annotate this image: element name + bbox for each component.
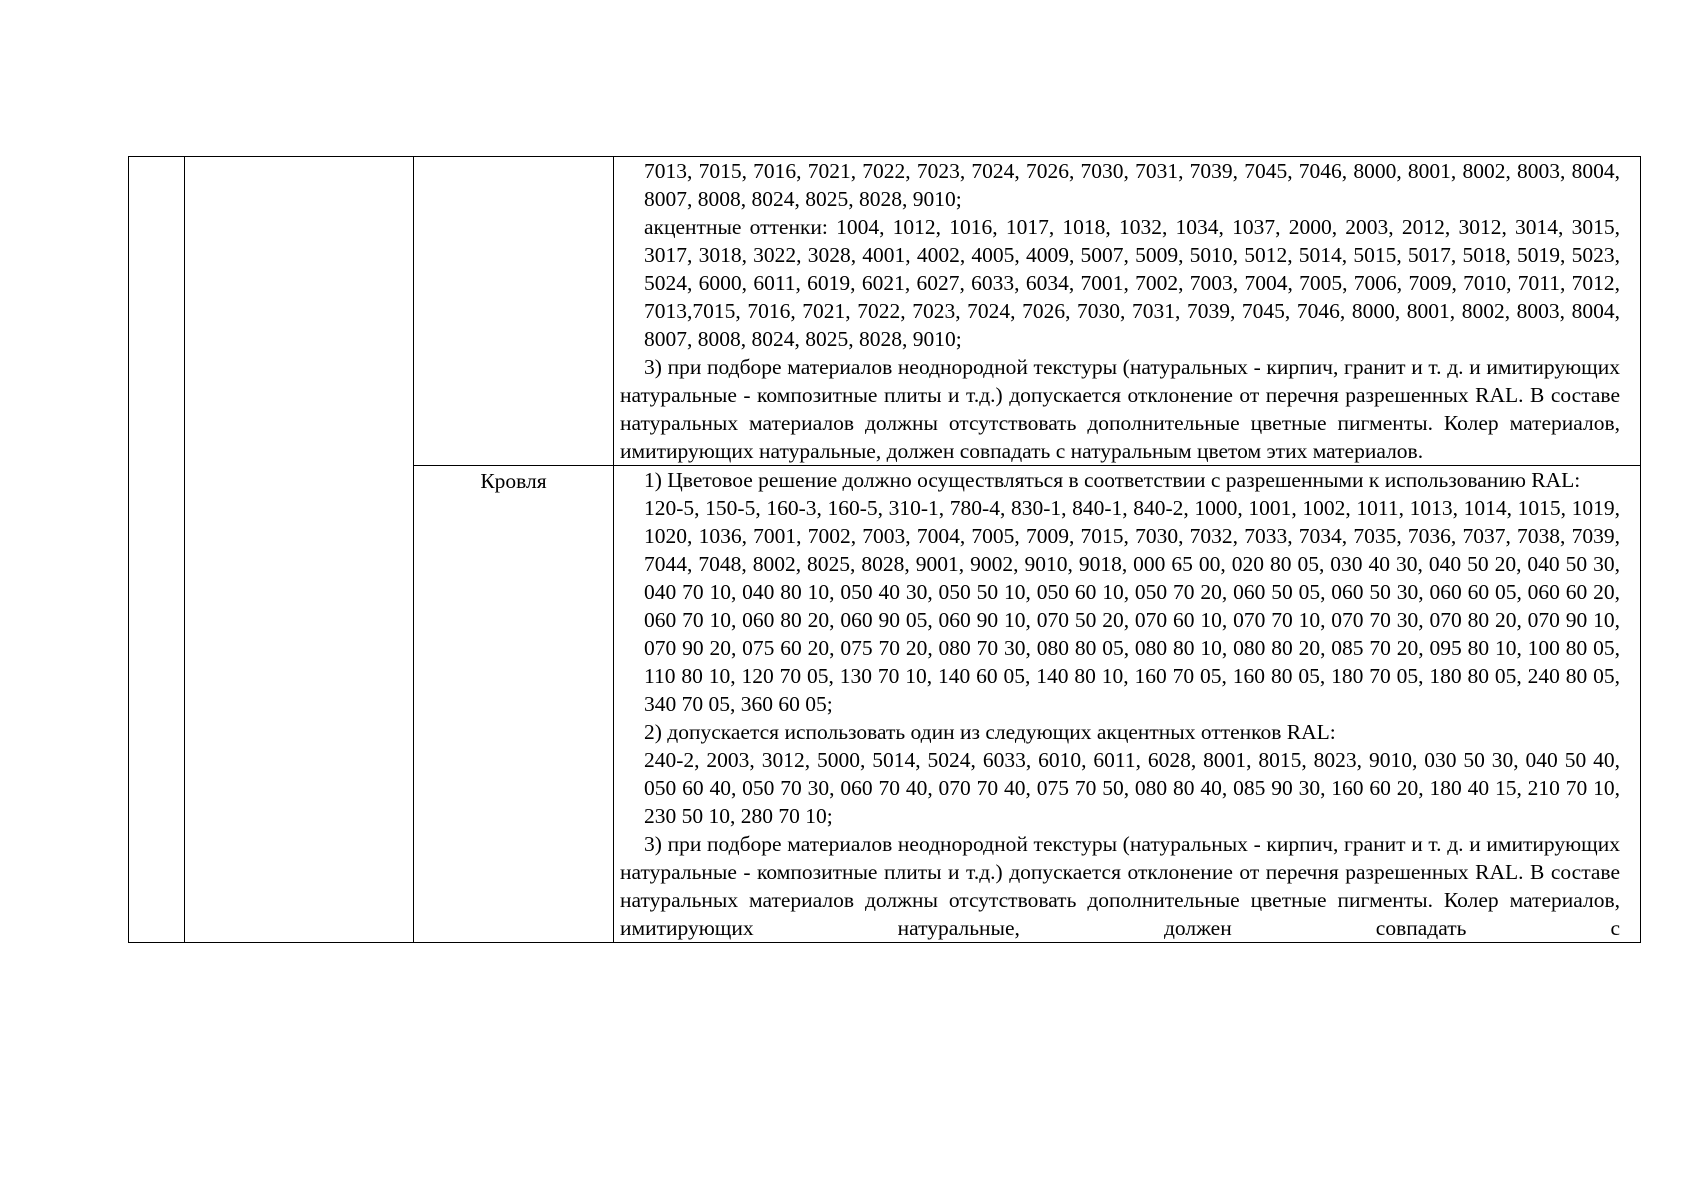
texture-note: 3) при подборе материалов неоднородной текстуры (натуральных - кирпич, гранит и т. д. и имитирующих натуральные - композитные плиты и т.д.) допускается отклонение от перечня разрешенных RAL. В составе натуральных материалов должны отсутствовать дополнительные цветные пигменты. Колер материалов, имитирующих натуральные, должен совпадать с натуральным цветом этих материалов. (620, 355, 1620, 463)
description-cell (614, 157, 1641, 466)
object-cell (185, 157, 414, 943)
ral-codes-list: 7013, 7015, 7016, 7021, 7022, 7023, 7024, 7026, 7030, 7031, 7039, 7045, 7046, 8000, 8001, 8002, 8003, 8004, 8007, 8008, 8024, 8025, 8028, 9010; (644, 159, 1620, 211)
table-row (129, 157, 1641, 466)
element-name: Кровля (480, 469, 547, 493)
accent-codes-list: 240-2, 2003, 3012, 5000, 5014, 5024, 6033, 6010, 6011, 6028, 8001, 8015, 8023, 9010, 030 50 30, 040 50 40, 050 60 40, 050 70 30, 060 70 40, 070 70 40, 075 70 50, 080 80 40, 085 90 30, 160 60 20, 180 40 15, 210 70 10, 230 50 10, 280 70 10; (644, 748, 1620, 828)
texture-note: 3) при подборе материалов неоднородной текстуры (натуральных - кирпич, гранит и т. д. и имитирующих натуральные - композитные плиты и т.д.) допускается отклонение от перечня разрешенных RAL. В составе натуральных материалов должны отсутствовать дополнительные цветные пигменты. Колер материалов, имитирующих натуральные, должен совпадать с (620, 832, 1620, 940)
number-cell (129, 157, 185, 943)
ral-codes-list: 120-5, 150-5, 160-3, 160-5, 310-1, 780-4, 830-1, 840-1, 840-2, 1000, 1001, 1002, 1011, 1013, 1014, 1015, 1019, 1020, 1036, 7001, 7002, 7003, 7004, 7005, 7009, 7015, 7030, 7032, 7033, 7034, 7035, 7036, 7037, 7038, 7039, 7044, 7048, 8002, 8025, 8028, 9001, 9002, 9010, 9018, 000 65 00, 020 80 05, 030 40 30, 040 50 20, 040 50 30, 040 70 10, 040 80 10, 050 40 30, 050 50 10, 050 60 10, 050 70 20, 060 50 05, 060 50 30, 060 60 05, 060 60 20, 060 70 10, 060 80 20, 060 90 05, 060 90 10, 070 50 20, 070 60 10, 070 70 10, 070 70 30, 070 80 20, 070 90 10, 070 90 20, 075 60 20, 075 70 20, 080 70 30, 080 80 05, 080 80 10, 080 80 20, 085 70 20, 095 80 10, 100 80 05, 110 80 10, 120 70 05, 130 70 10, 140 60 05, 140 80 10, 160 70 05, 160 80 05, 180 70 05, 180 80 05, 240 80 05, 340 70 05, 360 60 05; (644, 496, 1620, 716)
element-cell (414, 157, 614, 466)
accent-codes-list: акцентные оттенки: 1004, 1012, 1016, 1017, 1018, 1032, 1034, 1037, 2000, 2003, 2012, 3012, 3014, 3015, 3017, 3018, 3022, 3028, 4001, 4002, 4005, 4009, 5007, 5009, 5010, 5012, 5014, 5015, 5017, 5018, 5019, 5023, 5024, 6000, 6011, 6019, 6021, 6027, 6033, 6034, 7001, 7002, 7003, 7004, 7005, 7006, 7009, 7010, 7011, 7012, 7013,7015, 7016, 7021, 7022, 7023, 7024, 7026, 7030, 7031, 7039, 7045, 7046, 8000, 8001, 8002, 8003, 8004, 8007, 8008, 8024, 8025, 8028, 9010; (644, 215, 1620, 351)
accent-intro: 2) допускается использовать один из следующих акцентных оттенков RAL: (644, 720, 1336, 744)
element-cell (414, 466, 614, 943)
description-cell (614, 466, 1641, 943)
color-solution-intro: 1) Цветовое решение должно осуществляться в соответствии с разрешенными к использованию RAL: (644, 468, 1581, 492)
requirements-table (128, 156, 1641, 943)
